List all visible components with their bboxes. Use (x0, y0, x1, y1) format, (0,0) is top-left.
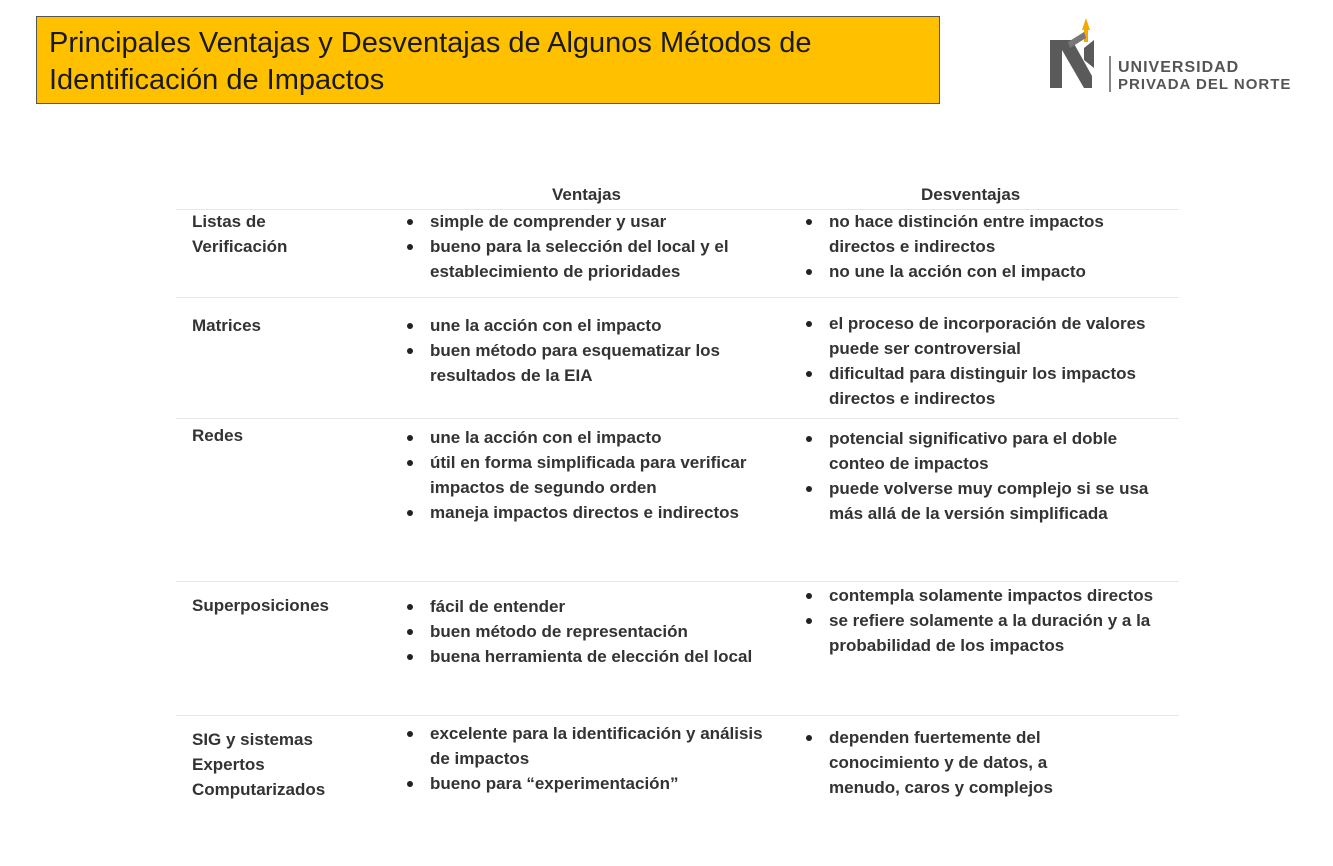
list-item: buen método de representación (402, 619, 782, 644)
list-item: une la acción con el impacto (402, 425, 762, 450)
desventajas-cell (801, 209, 1173, 284)
list-item: el proceso de incorporación de valores puede ser controversial (801, 311, 1173, 361)
method-label: SIG y sistemas Expertos Computarizados (192, 730, 326, 799)
list-item: potencial significativo para el doble conteo de impactos (801, 426, 1173, 476)
list-item: une la acción con el impacto (402, 313, 794, 338)
slide-title: Principales Ventajas y Desventajas de Algunos Métodos de Identificación de Impactos (36, 16, 940, 104)
header-ventajas: Ventajas (552, 185, 621, 204)
list-item: dependen fuertemente del conocimiento y de datos, a menudo, caros y complejos (801, 725, 1121, 800)
method-label: Matrices (192, 316, 261, 335)
row-divider (176, 297, 1179, 298)
list-item: contempla solamente impactos directos (801, 583, 1173, 608)
ventajas-cell (402, 313, 794, 388)
method-label: Listas de Verificación (192, 212, 288, 256)
ventajas-cell (402, 209, 794, 284)
list-item: no hace distinción entre impactos directos e indirectos (801, 209, 1173, 259)
list-item: buen método para esquematizar los resultados de la EIA (402, 338, 794, 388)
upn-n-logo-icon (1046, 18, 1108, 98)
desventajas-cell (801, 583, 1173, 658)
row-divider (176, 715, 1179, 716)
logo-separator (1109, 56, 1111, 92)
list-item: excelente para la identificación y análisis de impactos (402, 721, 772, 771)
desventajas-cell (801, 426, 1173, 526)
desventajas-cell (801, 725, 1121, 800)
logo-line-2: PRIVADA DEL NORTE (1118, 76, 1292, 93)
method-label: Superposiciones (192, 596, 329, 615)
ventajas-cell (402, 425, 762, 525)
list-item: buena herramienta de elección del local (402, 644, 782, 669)
list-item: bueno para “experimentación” (402, 771, 772, 796)
logo-line-1: UNIVERSIDAD (1118, 59, 1240, 76)
row-divider (176, 581, 1179, 582)
list-item: se refiere solamente a la duración y a la probabilidad de los impactos (801, 608, 1173, 658)
list-item: puede volverse muy complejo si se usa más allá de la versión simplificada (801, 476, 1173, 526)
list-item: fácil de entender (402, 594, 782, 619)
list-item: no une la acción con el impacto (801, 259, 1173, 284)
row-divider (176, 418, 1179, 419)
list-item: dificultad para distinguir los impactos directos e indirectos (801, 361, 1173, 411)
method-label: Redes (192, 426, 244, 445)
logo-wordmark (1118, 60, 1291, 92)
header-desventajas: Desventajas (921, 185, 1021, 204)
university-logo (1046, 18, 1316, 98)
ventajas-cell (402, 721, 772, 796)
list-item: simple de comprender y usar (402, 209, 794, 234)
ventajas-cell (402, 594, 782, 669)
desventajas-cell (801, 311, 1173, 411)
list-item: útil en forma simplificada para verificar impactos de segundo orden (402, 450, 762, 500)
list-item: bueno para la selección del local y el establecimiento de prioridades (402, 234, 794, 284)
list-item: maneja impactos directos e indirectos (402, 500, 762, 525)
